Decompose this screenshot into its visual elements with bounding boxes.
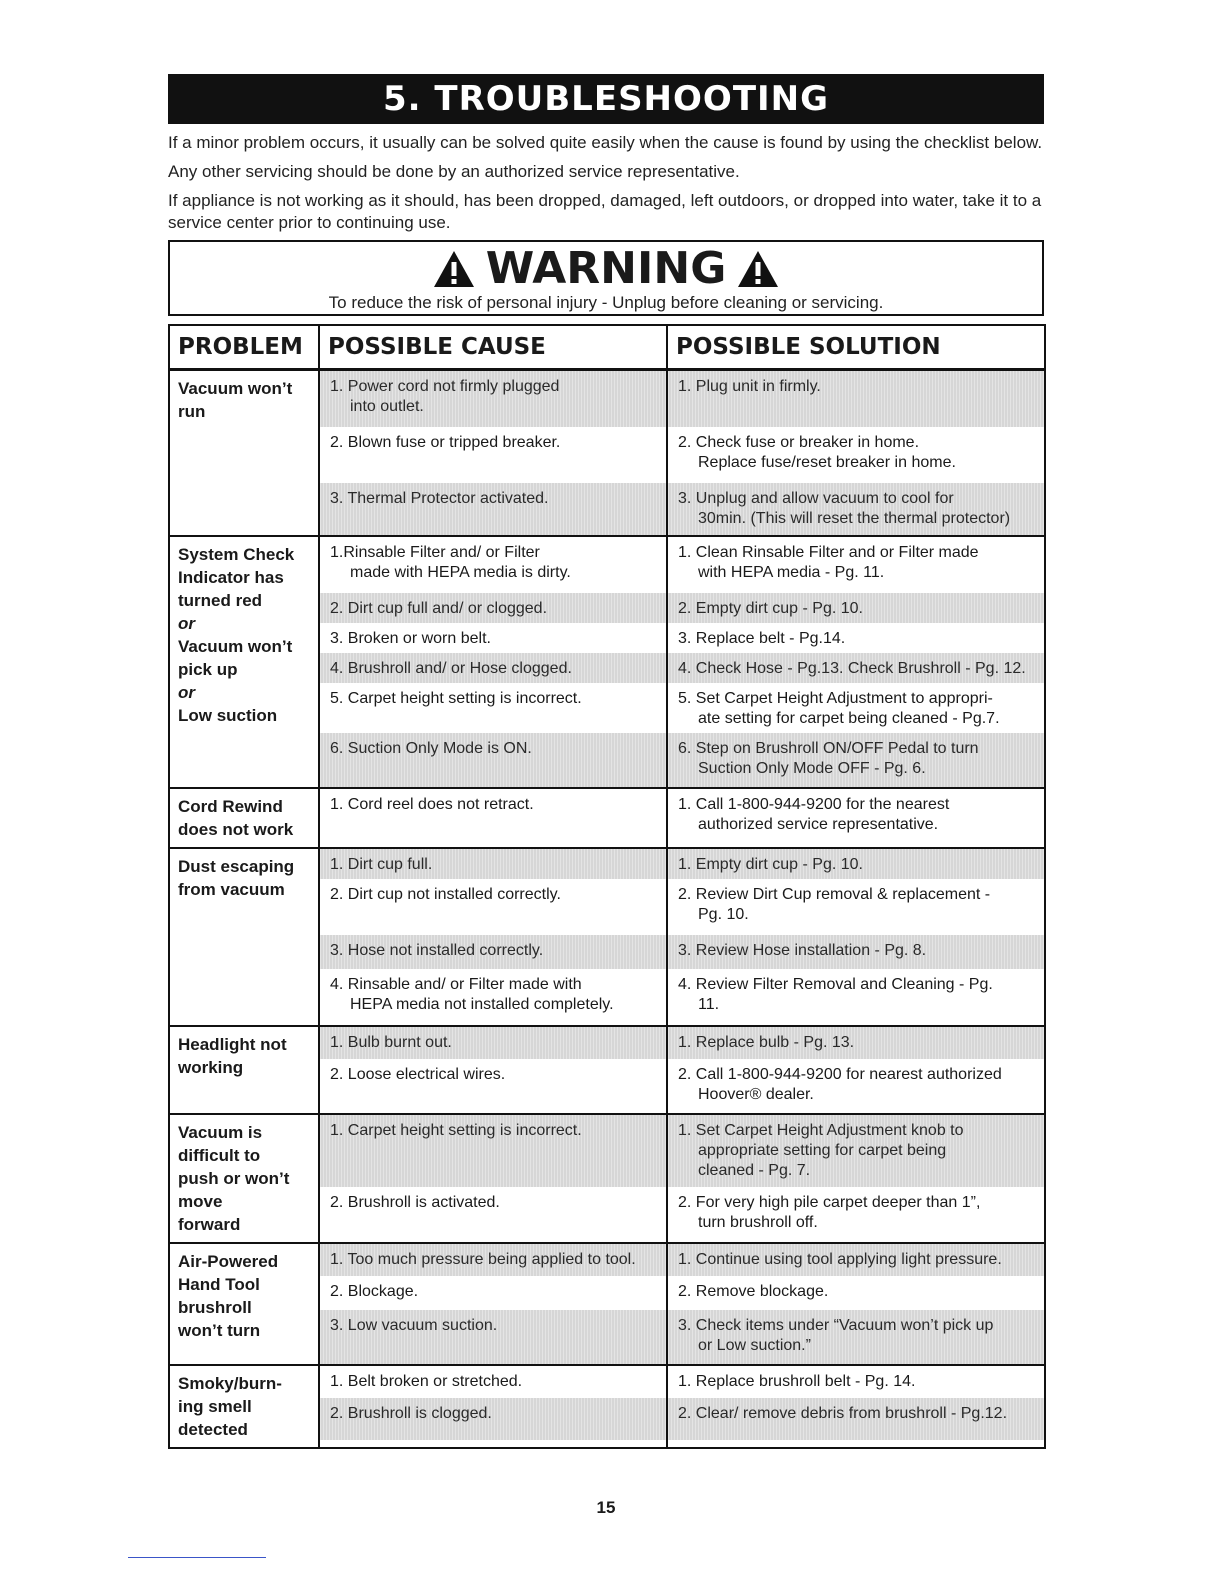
intro-paragraph-2: Any other servicing should be done by an authorized service representative. xyxy=(168,162,740,181)
solution-item xyxy=(668,1115,1044,1187)
solution-text: 11. xyxy=(698,996,720,1013)
problem-line: difficult to xyxy=(178,1146,261,1165)
problem-cell xyxy=(169,1365,319,1448)
solution-cell xyxy=(667,848,1045,1026)
solution-text: 3. Check items under “Vacuum won’t pick up xyxy=(678,1317,994,1334)
problem-line: push or won’t xyxy=(178,1169,290,1188)
problem-line: Headlight not xyxy=(178,1035,287,1054)
table-body xyxy=(169,370,1045,1449)
cause-item xyxy=(320,1310,666,1364)
solution-text: 1. Clean Rinsable Filter and or Filter made xyxy=(678,544,979,561)
solution-text: 6. Step on Brushroll ON/OFF Pedal to turn xyxy=(678,740,979,757)
cause-item xyxy=(320,683,666,733)
problem-line: move xyxy=(178,1192,223,1211)
solution-text: 1. Replace brushroll belt - Pg. 14. xyxy=(678,1373,916,1390)
problem-cell xyxy=(169,370,319,537)
solution-text: 4. Review Filter Removal and Cleaning - Pg. xyxy=(678,976,993,993)
solution-text: 2. Check fuse or breaker in home. xyxy=(678,434,920,451)
cause-item xyxy=(320,1187,666,1241)
solution-text: 3. Unplug and allow vacuum to cool for xyxy=(678,490,954,507)
solution-item xyxy=(668,427,1044,483)
cause-cell xyxy=(319,1243,667,1365)
cause-text: 2. Loose electrical wires. xyxy=(330,1066,506,1083)
cause-text: 4. Rinsable and/ or Filter made with xyxy=(330,976,582,993)
solution-cell xyxy=(667,1243,1045,1365)
troubleshooting-table xyxy=(168,324,1046,1449)
table-row xyxy=(169,1243,1045,1365)
problem-line: run xyxy=(178,402,206,421)
solution-cell xyxy=(667,788,1045,848)
solution-text: 2. Clear/ remove debris from brushroll - Pg.12. xyxy=(678,1405,1008,1422)
solution-item xyxy=(668,1059,1044,1113)
cause-item xyxy=(320,483,666,535)
intro-paragraph-1: If a minor problem occurs, it usually can be solved quite easily when the cause is found by using the checklist below. xyxy=(168,133,1043,152)
warning-triangle-icon xyxy=(736,249,780,289)
solution-item xyxy=(668,1398,1044,1440)
cause-text: 5. Carpet height setting is incorrect. xyxy=(330,690,582,707)
cause-cell xyxy=(319,1114,667,1243)
problem-cell xyxy=(169,848,319,1026)
table-row xyxy=(169,536,1045,788)
cause-item xyxy=(320,969,666,1025)
solution-text: 2. For very high pile carpet deeper than 1”, xyxy=(678,1194,981,1211)
footer-rule xyxy=(128,1557,266,1558)
problem-line: or xyxy=(178,683,195,702)
solution-text: 1. Continue using tool applying light pressure. xyxy=(678,1251,1002,1268)
cause-text: 1. Power cord not firmly plugged xyxy=(330,378,560,395)
header-possible-solution: POSSIBLE SOLUTION xyxy=(667,325,1045,370)
problem-line: Indicator has xyxy=(178,568,284,587)
solution-item xyxy=(668,733,1044,787)
table-header-row xyxy=(169,325,1045,370)
cause-text: 1. Too much pressure being applied to tool. xyxy=(330,1251,636,1268)
solution-text: 4. Check Hose - Pg.13. Check Brushroll - Pg. 12. xyxy=(678,660,1026,677)
solution-item xyxy=(668,935,1044,969)
solution-text: 1. Plug unit in firmly. xyxy=(678,378,821,395)
solution-item xyxy=(668,653,1044,683)
cause-text: 2. Blockage. xyxy=(330,1283,419,1300)
solution-text: Suction Only Mode OFF - Pg. 6. xyxy=(698,760,926,777)
problem-line: won’t turn xyxy=(178,1321,261,1340)
solution-text: cleaned - Pg. 7. xyxy=(698,1162,811,1179)
solution-text: 1. Set Carpet Height Adjustment knob to xyxy=(678,1122,964,1139)
cause-item xyxy=(320,1276,666,1310)
solution-item xyxy=(668,1366,1044,1398)
solution-text: 5. Set Carpet Height Adjustment to appropri- xyxy=(678,690,993,707)
cause-text: 6. Suction Only Mode is ON. xyxy=(330,740,532,757)
problem-cell xyxy=(169,1243,319,1365)
solution-item xyxy=(668,483,1044,535)
cause-text: 1. Bulb burnt out. xyxy=(330,1034,452,1051)
solution-text: 2. Remove blockage. xyxy=(678,1283,829,1300)
cause-text: HEPA media not installed completely. xyxy=(350,996,614,1013)
cause-text: 1. Carpet height setting is incorrect. xyxy=(330,1122,582,1139)
table-row xyxy=(169,1365,1045,1448)
solution-text: 2. Call 1-800-944-9200 for nearest authorized xyxy=(678,1066,1002,1083)
problem-line: detected xyxy=(178,1420,248,1439)
cause-text: 2. Brushroll is activated. xyxy=(330,1194,500,1211)
problem-cell xyxy=(169,788,319,848)
cause-cell xyxy=(319,848,667,1026)
solution-text: 30min. (This will reset the thermal protector) xyxy=(698,510,1011,527)
solution-text: 2. Empty dirt cup - Pg. 10. xyxy=(678,600,863,617)
solution-text: 1. Call 1-800-944-9200 for the nearest xyxy=(678,796,950,813)
solution-item xyxy=(668,969,1044,1025)
warning-text: To reduce the risk of personal injury - Unplug before cleaning or servicing. xyxy=(328,293,884,312)
cause-text: 2. Dirt cup not installed correctly. xyxy=(330,886,561,903)
table-row xyxy=(169,370,1045,537)
warning-box xyxy=(168,240,1044,316)
problem-line: Hand Tool xyxy=(178,1275,260,1294)
problem-line: ing smell xyxy=(178,1397,252,1416)
cause-item xyxy=(320,593,666,623)
page xyxy=(168,74,1044,1449)
solution-cell xyxy=(667,536,1045,788)
problem-line: does not work xyxy=(178,820,294,839)
intro xyxy=(168,132,1044,234)
cause-text: 3. Low vacuum suction. xyxy=(330,1317,498,1334)
cause-item xyxy=(320,1115,666,1187)
problem-line: or xyxy=(178,614,195,633)
warning-heading: WARNING xyxy=(485,243,727,294)
cause-text: into outlet. xyxy=(350,398,424,415)
solution-cell xyxy=(667,1365,1045,1448)
problem-cell xyxy=(169,1114,319,1243)
solution-text: 1. Replace bulb - Pg. 13. xyxy=(678,1034,855,1051)
cause-cell xyxy=(319,370,667,537)
solution-text: 3. Review Hose installation - Pg. 8. xyxy=(678,942,927,959)
problem-line: brushroll xyxy=(178,1298,252,1317)
cause-item xyxy=(320,1244,666,1276)
problem-line: Dust escaping xyxy=(178,857,295,876)
cause-item xyxy=(320,1027,666,1059)
cause-text: 1. Cord reel does not retract. xyxy=(330,796,534,813)
section-title: 5. TROUBLESHOOTING xyxy=(168,74,1044,124)
cause-item xyxy=(320,1366,666,1398)
problem-line: Vacuum won’t xyxy=(178,379,293,398)
solution-cell xyxy=(667,370,1045,537)
problem-line: forward xyxy=(178,1215,241,1234)
cause-text: 4. Brushroll and/ or Hose clogged. xyxy=(330,660,572,677)
solution-text: 3. Replace belt - Pg.14. xyxy=(678,630,846,647)
cause-cell xyxy=(319,536,667,788)
page-number: 15 xyxy=(596,1498,616,1517)
solution-item xyxy=(668,1027,1044,1059)
intro-paragraph-3: If appliance is not working as it should, has been dropped, damaged, left outdoors, or dropped into water, take it to a service center prior to continuing use. xyxy=(168,191,1042,232)
table-row xyxy=(169,1114,1045,1243)
solution-text: 1. Empty dirt cup - Pg. 10. xyxy=(678,856,863,873)
problem-line: Vacuum is xyxy=(178,1123,263,1142)
solution-text: appropriate setting for carpet being xyxy=(698,1142,947,1159)
solution-cell xyxy=(667,1114,1045,1243)
problem-cell xyxy=(169,536,319,788)
solution-text: authorized service representative. xyxy=(698,816,939,833)
cause-item xyxy=(320,623,666,653)
cause-item xyxy=(320,537,666,593)
solution-item xyxy=(668,537,1044,593)
problem-cell xyxy=(169,1026,319,1114)
table-row xyxy=(169,848,1045,1026)
problem-line: System Check xyxy=(178,545,295,564)
cause-item xyxy=(320,1398,666,1440)
cause-text: 1.Rinsable Filter and/ or Filter xyxy=(330,544,540,561)
solution-text: 2. Review Dirt Cup removal & replacement - xyxy=(678,886,991,903)
problem-line: working xyxy=(178,1058,244,1077)
header-problem: PROBLEM xyxy=(169,325,319,370)
table-row xyxy=(169,1026,1045,1114)
problem-line: Cord Rewind xyxy=(178,797,283,816)
header-possible-cause: POSSIBLE CAUSE xyxy=(319,325,667,370)
table-row xyxy=(169,788,1045,848)
warning-heading-row xyxy=(170,244,1042,294)
solution-text: with HEPA media - Pg. 11. xyxy=(698,564,885,581)
solution-item xyxy=(668,371,1044,427)
problem-line: turned red xyxy=(178,591,263,610)
solution-item xyxy=(668,1187,1044,1241)
problem-line: Air-Powered xyxy=(178,1252,279,1271)
problem-line: Low suction xyxy=(178,706,278,725)
solution-item xyxy=(668,623,1044,653)
cause-cell xyxy=(319,1026,667,1114)
solution-item xyxy=(668,849,1044,879)
cause-cell xyxy=(319,1365,667,1448)
cause-item xyxy=(320,849,666,879)
cause-text: 1. Belt broken or stretched. xyxy=(330,1373,523,1390)
solution-item xyxy=(668,593,1044,623)
cause-item xyxy=(320,1059,666,1113)
cause-item xyxy=(320,427,666,483)
cause-item xyxy=(320,371,666,427)
solution-item xyxy=(668,1276,1044,1310)
problem-line: Smoky/burn- xyxy=(178,1374,282,1393)
cause-item xyxy=(320,733,666,787)
solution-text: Hoover® dealer. xyxy=(698,1086,814,1103)
cause-text: 2. Blown fuse or tripped breaker. xyxy=(330,434,561,451)
cause-text: 3. Broken or worn belt. xyxy=(330,630,491,647)
solution-item xyxy=(668,1310,1044,1364)
cause-text: 3. Thermal Protector activated. xyxy=(330,490,549,507)
solution-text: ate setting for carpet being cleaned - Pg.7. xyxy=(698,710,1000,727)
solution-text: turn brushroll off. xyxy=(698,1214,818,1231)
cause-text: 2. Brushroll is clogged. xyxy=(330,1405,492,1422)
solution-text: Replace fuse/reset breaker in home. xyxy=(698,454,956,471)
cause-item xyxy=(320,789,666,845)
cause-cell xyxy=(319,788,667,848)
problem-line: Vacuum won’t xyxy=(178,637,293,656)
warning-triangle-icon xyxy=(432,249,476,289)
solution-text: Pg. 10. xyxy=(698,906,749,923)
cause-item xyxy=(320,653,666,683)
solution-text: or Low suction.” xyxy=(698,1337,811,1354)
cause-text: made with HEPA media is dirty. xyxy=(350,564,571,581)
cause-text: 1. Dirt cup full. xyxy=(330,856,433,873)
solution-item xyxy=(668,879,1044,935)
cause-text: 2. Dirt cup full and/ or clogged. xyxy=(330,600,548,617)
solution-item xyxy=(668,1244,1044,1276)
solution-item xyxy=(668,683,1044,733)
cause-item xyxy=(320,935,666,969)
solution-item xyxy=(668,789,1044,845)
cause-item xyxy=(320,879,666,935)
solution-cell xyxy=(667,1026,1045,1114)
cause-text: 3. Hose not installed correctly. xyxy=(330,942,544,959)
problem-line: from vacuum xyxy=(178,880,285,899)
problem-line: pick up xyxy=(178,660,238,679)
